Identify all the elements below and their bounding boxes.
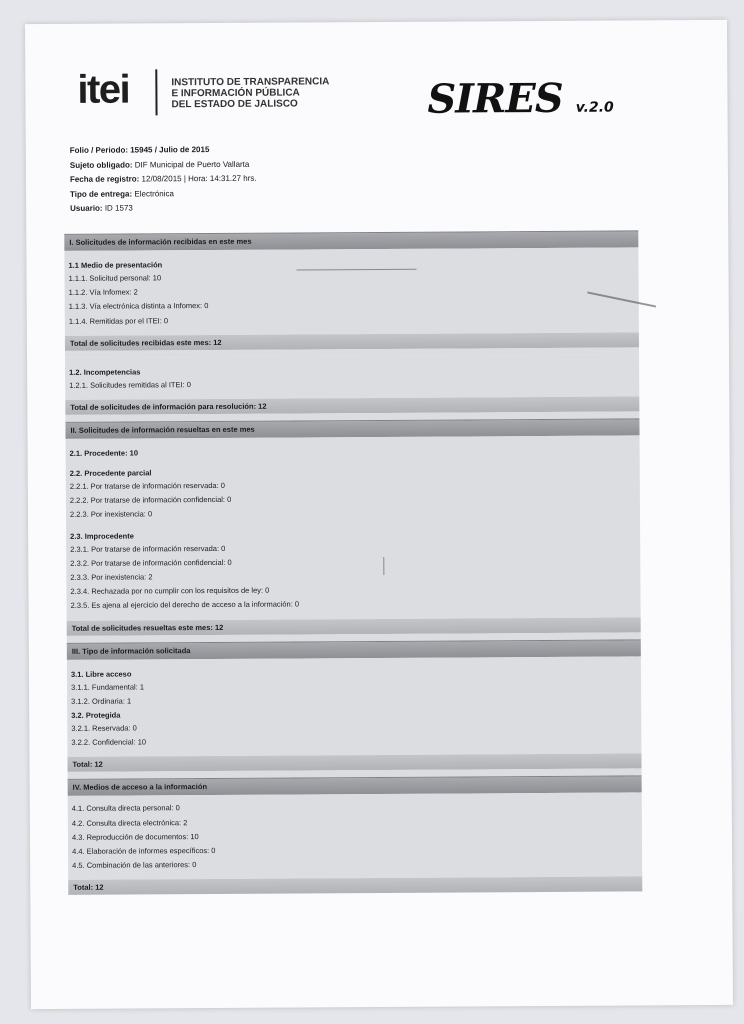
list-item: 2.3.2. Por tratarse de información confidencial: 0 — [70, 557, 232, 568]
institute-line: DEL ESTADO DE JALISCO — [171, 98, 298, 111]
list-item: 1.2.1. Solicitudes remitidas al ITEI: 0 — [69, 379, 191, 390]
group-heading: 3.1. Libre acceso — [70, 669, 132, 679]
meta-value: Electrónica — [134, 188, 174, 198]
list-item: 4.5. Combinación de las anteriores: 0 — [72, 860, 197, 871]
section-title: III. Tipo de información solicitada — [67, 639, 641, 660]
section-panel — [64, 247, 639, 335]
list-item: 1.1.2. Vía Infomex: 2 — [68, 287, 138, 298]
section-title: IV. Medios de acceso a la información — [68, 776, 642, 797]
report-metadata — [70, 143, 257, 217]
institute-name — [171, 76, 329, 110]
list-item: 3.2.1. Reservada: 0 — [71, 723, 137, 733]
group-heading: 2.3. Improcedente — [70, 531, 134, 541]
meta-label: Tipo de entrega: — [70, 189, 133, 199]
meta-label: Sujeto obligado: — [69, 159, 133, 170]
section-panel — [66, 435, 641, 620]
meta-row — [70, 143, 257, 159]
meta-value: 12/08/2015 | Hora: 14:31.27 hrs. — [141, 173, 257, 184]
list-item: 2.2.1. Por tratarse de información reservada: 0 — [69, 480, 225, 491]
list-item: 2.3.3. Por inexistencia: 2 — [70, 572, 153, 582]
list-item: 4.3. Reproducción de documentos: 10 — [71, 831, 199, 842]
list-item: 4.4. Elaboración de informes específicos: 0 — [72, 846, 216, 856]
section-panel — [65, 354, 639, 400]
total-row: Total de solicitudes resueltas este mes: 12 — [67, 617, 641, 636]
sires-version: v.2.0 — [575, 99, 614, 116]
meta-row — [70, 186, 257, 202]
report-body — [64, 230, 642, 895]
meta-label: Usuario: — [70, 203, 103, 213]
meta-label: Fecha de registro: — [69, 174, 140, 184]
group-heading: 3.2. Protegida — [71, 710, 121, 720]
meta-value: DIF Municipal de Puerto Vallarta — [134, 159, 250, 169]
report-section — [64, 230, 639, 415]
section-title: II. Solicitudes de información resueltas en este mes — [65, 418, 639, 439]
meta-value: ID 1573 — [104, 203, 133, 213]
meta-row — [70, 201, 257, 217]
list-item: 3.2.2. Confidencial: 10 — [71, 737, 147, 748]
group-heading: 1.2. Incompetencias — [69, 367, 141, 377]
list-item: 1.1.4. Remitidas por el ITEI: 0 — [68, 315, 169, 326]
meta-value: 15945 / Julio de 2015 — [130, 145, 210, 155]
total-row: Total: 12 — [67, 754, 641, 773]
total-row: Total de solicitudes recibidas este mes: 12 — [65, 332, 639, 351]
scanned-page — [25, 20, 733, 1009]
section-panel — [67, 656, 642, 757]
sires-logo — [427, 75, 614, 123]
scan-artifact — [383, 557, 384, 575]
institute-line: E INFORMACIÓN PÚBLICA — [171, 87, 300, 100]
list-item: 3.1.2. Ordinaria: 1 — [71, 696, 132, 706]
list-item: 2.3.4. Rechazada por no cumplir con los requisitos de ley: 0 — [70, 585, 270, 597]
list-item: 4.1. Consulta directa personal: 0 — [71, 803, 180, 814]
list-item: 2.2.2. Por tratarse de información confidencial: 0 — [69, 495, 232, 506]
sires-logo-text: SIRES — [427, 74, 563, 123]
report-section — [65, 418, 640, 635]
list-item: 4.2. Consulta directa electrónica: 2 — [71, 817, 188, 828]
list-item: 1.1.3. Vía electrónica distinta a Infomex: 0 — [68, 301, 209, 312]
list-item: 2.3.1. Por tratarse de información reservada: 0 — [70, 543, 226, 554]
section-panel — [68, 793, 643, 881]
section-title: I. Solicitudes de información recibidas en este mes — [64, 230, 638, 251]
page-header — [77, 60, 667, 144]
group-heading: 2.1. Procedente: 10 — [69, 448, 139, 458]
list-item: 1.1.1. Solicitud personal: 10 — [68, 273, 162, 283]
group-heading: 1.1 Medio de presentación — [68, 260, 163, 270]
list-item: 2.2.3. Por inexistencia: 0 — [69, 509, 153, 520]
list-item: 2.3.5. Es ajena al ejercicio del derecho de acceso a la información: 0 — [70, 599, 300, 611]
report-section — [67, 639, 642, 772]
logo-divider — [155, 69, 157, 115]
report-section — [68, 776, 643, 896]
meta-row — [70, 157, 257, 173]
institute-line: INSTITUTO DE TRANSPARENCIA — [171, 76, 330, 89]
total-row: Total de solicitudes de información para resolución: 12 — [65, 396, 639, 415]
itei-logo: itei — [77, 67, 130, 112]
list-item: 3.1.1. Fundamental: 1 — [71, 682, 145, 692]
meta-label: Folio / Periodo: — [69, 145, 129, 155]
total-row: Total: 12 — [68, 877, 642, 896]
group-heading: 2.2. Procedente parcial — [69, 468, 152, 478]
meta-row — [70, 172, 257, 188]
